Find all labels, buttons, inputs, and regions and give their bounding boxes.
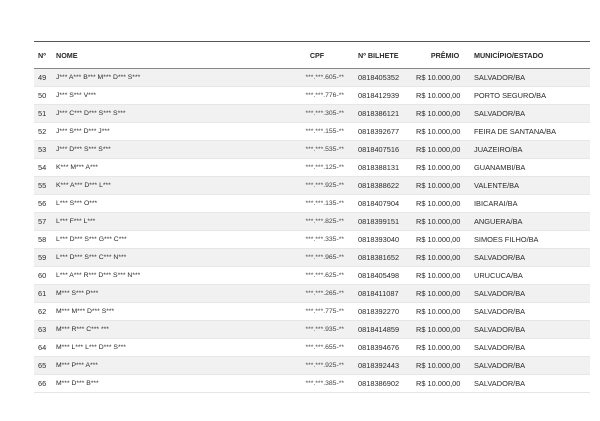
cell-ticket: 0818388622 (352, 177, 416, 195)
header-number: Nº (34, 42, 56, 69)
cell-ticket: 0818405352 (352, 69, 416, 87)
cell-number: 61 (34, 285, 56, 303)
cell-cpf: ***.***.935-** (252, 321, 352, 339)
cell-prize: R$ 10.000,00 (416, 339, 474, 357)
cell-location: SALVADOR/BA (474, 69, 590, 87)
cell-number: 54 (34, 159, 56, 177)
table-row (34, 123, 590, 141)
header-name: NOME (56, 42, 252, 69)
cell-name: K*** M*** A*** (56, 159, 252, 177)
cell-prize: R$ 10.000,00 (416, 105, 474, 123)
cell-prize: R$ 10.000,00 (416, 123, 474, 141)
cell-number: 58 (34, 231, 56, 249)
cell-location: SIMOES FILHO/BA (474, 231, 590, 249)
cell-number: 56 (34, 195, 56, 213)
cell-cpf: ***.***.925-** (252, 357, 352, 375)
cell-location: IBICARAI/BA (474, 195, 590, 213)
cell-name: J*** S*** D*** J*** (56, 123, 252, 141)
header-ticket: Nº BILHETE (352, 42, 416, 69)
cell-number: 63 (34, 321, 56, 339)
cell-ticket: 0818386902 (352, 375, 416, 393)
cell-name: L*** A*** R*** D*** S*** N*** (56, 267, 252, 285)
cell-ticket: 0818381652 (352, 249, 416, 267)
cell-cpf: ***.***.925-** (252, 177, 352, 195)
cell-name: M*** R*** C*** *** (56, 321, 252, 339)
table-row (34, 357, 590, 375)
header-row (34, 42, 590, 69)
cell-name: L*** S*** O*** (56, 195, 252, 213)
cell-prize: R$ 10.000,00 (416, 321, 474, 339)
cell-location: SALVADOR/BA (474, 339, 590, 357)
cell-location: SALVADOR/BA (474, 105, 590, 123)
table-row (34, 375, 590, 393)
cell-location: PORTO SEGURO/BA (474, 87, 590, 105)
cell-location: VALENTE/BA (474, 177, 590, 195)
cell-cpf: ***.***.965-** (252, 249, 352, 267)
cell-cpf: ***.***.305-** (252, 105, 352, 123)
cell-ticket: 0818388131 (352, 159, 416, 177)
cell-cpf: ***.***.625-** (252, 267, 352, 285)
winners-table (34, 41, 590, 393)
table-row (34, 141, 590, 159)
header-prize: PRÊMIO (416, 42, 474, 69)
cell-prize: R$ 10.000,00 (416, 357, 474, 375)
cell-prize: R$ 10.000,00 (416, 87, 474, 105)
cell-prize: R$ 10.000,00 (416, 231, 474, 249)
table-header (34, 42, 590, 69)
cell-location: SALVADOR/BA (474, 375, 590, 393)
cell-prize: R$ 10.000,00 (416, 141, 474, 159)
cell-number: 50 (34, 87, 56, 105)
cell-prize: R$ 10.000,00 (416, 285, 474, 303)
cell-name: M*** S*** P*** (56, 285, 252, 303)
cell-ticket: 0818392443 (352, 357, 416, 375)
cell-name: J*** C*** D*** S*** S*** (56, 105, 252, 123)
table-row (34, 321, 590, 339)
cell-cpf: ***.***.655-** (252, 339, 352, 357)
cell-prize: R$ 10.000,00 (416, 195, 474, 213)
cell-cpf: ***.***.775-** (252, 303, 352, 321)
cell-cpf: ***.***.605-** (252, 69, 352, 87)
cell-ticket: 0818405498 (352, 267, 416, 285)
cell-ticket: 0818386121 (352, 105, 416, 123)
cell-location: SALVADOR/BA (474, 303, 590, 321)
cell-prize: R$ 10.000,00 (416, 375, 474, 393)
cell-name: M*** L*** L*** D*** S*** (56, 339, 252, 357)
cell-prize: R$ 10.000,00 (416, 69, 474, 87)
cell-ticket: 0818407904 (352, 195, 416, 213)
table-row (34, 303, 590, 321)
cell-cpf: ***.***.385-** (252, 375, 352, 393)
table-row (34, 285, 590, 303)
cell-prize: R$ 10.000,00 (416, 267, 474, 285)
cell-ticket: 0818393040 (352, 231, 416, 249)
cell-ticket: 0818392677 (352, 123, 416, 141)
table-body (34, 69, 590, 393)
winners-table-wrapper (34, 41, 564, 393)
cell-name: K*** A*** D*** L*** (56, 177, 252, 195)
cell-cpf: ***.***.125-** (252, 159, 352, 177)
cell-ticket: 0818399151 (352, 213, 416, 231)
cell-prize: R$ 10.000,00 (416, 213, 474, 231)
cell-number: 60 (34, 267, 56, 285)
cell-cpf: ***.***.135-** (252, 195, 352, 213)
cell-number: 66 (34, 375, 56, 393)
cell-number: 59 (34, 249, 56, 267)
cell-location: FEIRA DE SANTANA/BA (474, 123, 590, 141)
cell-name: L*** F*** L*** (56, 213, 252, 231)
cell-ticket: 0818407516 (352, 141, 416, 159)
cell-number: 64 (34, 339, 56, 357)
cell-cpf: ***.***.155-** (252, 123, 352, 141)
table-row (34, 105, 590, 123)
cell-name: J*** A*** B*** M*** D*** S*** (56, 69, 252, 87)
table-row (34, 231, 590, 249)
cell-location: SALVADOR/BA (474, 249, 590, 267)
cell-number: 51 (34, 105, 56, 123)
cell-prize: R$ 10.000,00 (416, 159, 474, 177)
cell-ticket: 0818412939 (352, 87, 416, 105)
cell-name: M*** P*** A*** (56, 357, 252, 375)
cell-ticket: 0818411087 (352, 285, 416, 303)
cell-number: 55 (34, 177, 56, 195)
cell-ticket: 0818414859 (352, 321, 416, 339)
table-row (34, 159, 590, 177)
cell-cpf: ***.***.535-** (252, 141, 352, 159)
table-row (34, 213, 590, 231)
table-row (34, 339, 590, 357)
cell-number: 62 (34, 303, 56, 321)
cell-prize: R$ 10.000,00 (416, 303, 474, 321)
cell-ticket: 0818394676 (352, 339, 416, 357)
cell-number: 53 (34, 141, 56, 159)
cell-name: L*** D*** S*** G*** C*** (56, 231, 252, 249)
header-location: MUNICÍPIO/ESTADO (474, 42, 590, 69)
cell-name: J*** D*** S*** S*** (56, 141, 252, 159)
cell-location: JUAZEIRO/BA (474, 141, 590, 159)
cell-name: M*** D*** B*** (56, 375, 252, 393)
table-row (34, 267, 590, 285)
cell-location: SALVADOR/BA (474, 285, 590, 303)
table-row (34, 195, 590, 213)
cell-location: SALVADOR/BA (474, 321, 590, 339)
header-cpf: CPF (252, 42, 352, 69)
table-row (34, 177, 590, 195)
cell-cpf: ***.***.265-** (252, 285, 352, 303)
cell-location: SALVADOR/BA (474, 357, 590, 375)
cell-number: 65 (34, 357, 56, 375)
table-row (34, 69, 590, 87)
cell-number: 49 (34, 69, 56, 87)
cell-location: ANGUERA/BA (474, 213, 590, 231)
cell-number: 52 (34, 123, 56, 141)
cell-cpf: ***.***.825-** (252, 213, 352, 231)
table-row (34, 87, 590, 105)
cell-ticket: 0818392270 (352, 303, 416, 321)
cell-cpf: ***.***.776-** (252, 87, 352, 105)
cell-location: GUANAMBI/BA (474, 159, 590, 177)
cell-cpf: ***.***.335-** (252, 231, 352, 249)
table-row (34, 249, 590, 267)
cell-prize: R$ 10.000,00 (416, 177, 474, 195)
cell-location: URUCUCA/BA (474, 267, 590, 285)
cell-name: L*** D*** S*** C*** N*** (56, 249, 252, 267)
cell-number: 57 (34, 213, 56, 231)
cell-prize: R$ 10.000,00 (416, 249, 474, 267)
cell-name: M*** M*** D*** S*** (56, 303, 252, 321)
cell-name: J*** S*** V*** (56, 87, 252, 105)
